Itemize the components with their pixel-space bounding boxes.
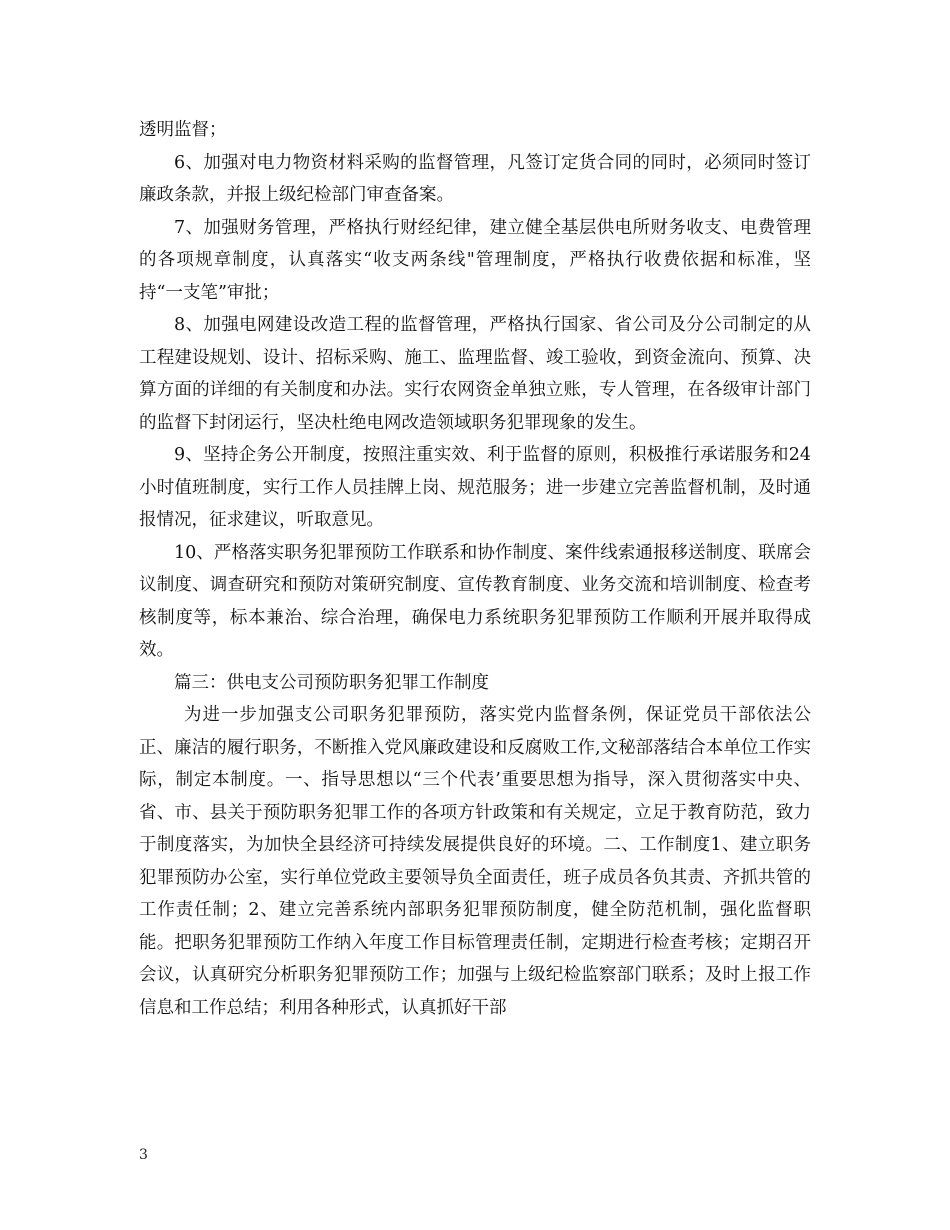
paragraph-section-body: 为进一步加强支公司职务犯罪预防，落实党内监督条例，保证党员干部依法公正、廉洁的履行职务，不断推入党风廉政建设和反腐败工作,文秘部落结合本单位工作实际，制定本制度。一、指导思想以“三个代表’重要思想为指导，深入贯彻落实中央、省、市、县关于预防职务犯罪工作的各项方针政策和有关规定，立足于教育防范，致力于制度落实，为加快全县经济可持续发展提供良好的环境。二、工作制度1、建立职务犯罪预防办公室，实行单位党政主要领导负全面责任，班子成员各负其责、齐抓共管的工作责任制；2、建立完善系统内部职务犯罪预防制度，健全防范机制，强化监督职能。把职务犯罪预防工作纳入年度工作目标管理责任制，定期进行检查考核；定期召开会议，认真研究分析职务犯罪预防工作；加强与上级纪检监察部门联系；及时上报工作信息和工作总结；利用各种形式，认真抓好干部	[139, 705, 811, 1018]
paragraph-item-8: 8、加强电网建设改造工程的监督管理，严格执行国家、省公司及分公司制定的从工程建设规划、设计、招标采购、施工、监理监督、竣工验收，到资金流向、预算、决算方面的详细的有关制度和办法。实行农网资金单独立账，专人管理，在各级审计部门的监督下封闭运行，坚决杜绝电网改造领域职务犯罪现象的发生。	[139, 315, 811, 433]
page-number: 3	[139, 1147, 148, 1163]
page-body	[139, 114, 811, 1024]
paragraph-continuation: 透明监督；	[139, 120, 227, 140]
section-heading: 篇三：供电支公司预防职务犯罪工作制度	[174, 672, 489, 693]
paragraph-item-6: 6、加强对电力物资材料采购的监督管理，凡签订定货合同的同时，必须同时签订廉政条款，并报上级纪检部门审查备案。	[139, 152, 811, 205]
paragraph-item-9: 9、坚持企务公开制度，按照注重实效、利于监督的原则，积极推行承诺服务和24小时值班制度，实行工作人员挂牌上岗、规范服务；进一步建立完善监督机制，及时通报情况，征求建议，听取意见。	[139, 445, 811, 530]
paragraph-item-10: 10、严格落实职务犯罪预防工作联系和协作制度、案件线索通报移送制度、联席会议制度、调查研究和预防对策研究制度、宣传教育制度、业务交流和培训制度、检查考核制度等，标本兼治、综合治理，确保电力系统职务犯罪预防工作顺利开展并取得成效。	[139, 542, 811, 660]
paragraph-item-7: 7、加强财务管理，严格执行财经纪律，建立健全基层供电所财务收支、电费管理的各项规章制度，认真落实“收支两条线"管理制度，严格执行收费依据和标准，坚持“一支笔”审批；	[139, 217, 811, 303]
